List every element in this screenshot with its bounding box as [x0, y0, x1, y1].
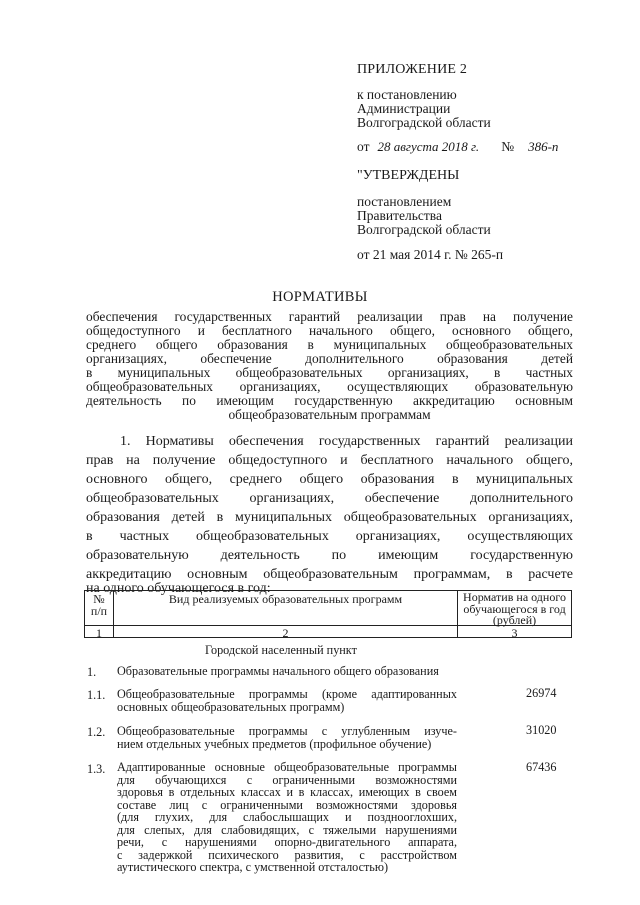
row-text-line: с задержкой психического развития, с расстройством — [117, 847, 457, 862]
row-number: 1. — [87, 665, 97, 679]
row-text-line: речи, с нарушениями опорно-двигательного аппарата, — [117, 835, 457, 849]
approval-title: "УТВЕРЖДЕНЫ — [357, 168, 460, 183]
paragraph-last-line: на одного обучающегося в год: — [86, 581, 271, 596]
row-number: 1.1. — [87, 688, 106, 702]
approval-line-2: Правительства — [357, 208, 442, 223]
decree-date: 28 августа 2018 г. — [377, 139, 480, 154]
subtitle-line: общеобразовательных организациях, осуществляющих образовательную — [86, 379, 573, 394]
col1-header-no: № — [93, 592, 105, 606]
row-text — [117, 665, 497, 678]
approval-date: от 21 мая 2014 г. № 265-п — [357, 247, 504, 262]
subtitle-line: организациях, обеспечение дополнительного образования детей — [86, 351, 573, 366]
row-value: 26974 — [526, 686, 557, 700]
row-number: 1.3. — [87, 762, 106, 776]
row-text-line: Адаптированные основные общеобразовательные программы — [117, 760, 457, 774]
header-line-2: Администрации — [357, 101, 451, 116]
appendix-title: ПРИЛОЖЕНИЕ 2 — [357, 62, 468, 77]
subtitle-last-line: общеобразовательным программам — [228, 407, 431, 422]
row-text-line: для обучающихся с ограниченными возможностями — [117, 772, 457, 787]
decree-date-line — [357, 139, 558, 155]
paragraph-line: прав на получение общедоступного и бесплатного начального общего, — [86, 453, 573, 468]
col3-header-line-3: (рублей) — [492, 613, 537, 627]
col3-header-line-1: Норматив на одного — [463, 590, 566, 604]
header-line-1: к постановлению — [357, 87, 457, 102]
document-title: НОРМАТИВЫ — [272, 289, 368, 305]
row-text-line: Общеобразовательные программы (кроме адаптированных — [117, 687, 457, 701]
section-title: Городской населенный пункт — [205, 643, 357, 657]
row-text-line: Общеобразовательные программы с углубленным изуче- — [117, 724, 457, 738]
approval-line-1: постановлением — [357, 194, 452, 209]
paragraph-line: образования детей в муниципальных общеобразовательных организациях, — [86, 510, 573, 525]
subtitle-line: деятельность по имеющим государственную аккредитацию основным — [86, 393, 573, 408]
paragraph-line: аккредитацию основным общеобразовательным программам, в расчете — [86, 567, 573, 582]
row-text-line: аутистического спектра, с умственной отсталостью) — [117, 860, 389, 874]
row-text — [117, 725, 457, 750]
row-text — [117, 688, 457, 713]
row-text-line: Образовательные программы начального общего образования — [117, 664, 439, 678]
row-text-line: для слепых, для слабовидящих, с тяжелыми нарушениями — [117, 822, 457, 837]
row-text-line: основных общеобразовательных программ) — [117, 699, 345, 714]
row-text-line: здоровья в отдельных классах и в классах, имеющих в своем — [117, 785, 457, 799]
row-text-line: (для глухих, для слабослышащих и позднооглохших, — [117, 810, 457, 824]
decree-number: 386-п — [528, 139, 559, 154]
row-text-line: составе лиц с ограниченными возможностями здоровья — [117, 797, 457, 812]
col-number-2: 2 — [282, 626, 289, 640]
col2-header: Вид реализуемых образовательных программ — [168, 592, 403, 606]
approval-line-3: Волгоградской области — [357, 222, 491, 237]
row-text — [117, 761, 457, 874]
row-value: 67436 — [526, 760, 557, 774]
col3-header-line-2: обучающегося в год — [463, 602, 566, 616]
subtitle-line: среднего общего образования в муниципальных общеобразовательных — [86, 337, 573, 352]
col-number-1: 1 — [96, 626, 102, 640]
paragraph-line: в частных общеобразовательных организациях, осуществляющих — [86, 529, 573, 544]
subtitle-line: обеспечения государственных гарантий реализации прав на получение — [86, 309, 573, 324]
col1-header-pp: п/п — [90, 604, 108, 618]
paragraph-line: основного общего, среднего общего образования в муниципальных — [86, 472, 573, 487]
paragraph-line: 1. Нормативы обеспечения государственных гарантий реализации — [120, 434, 573, 449]
row-text-line: нием отдельных учебных предметов (профильное обучение) — [117, 736, 432, 751]
paragraph-line: общеобразовательных организациях, обеспечение дополнительного — [86, 491, 573, 506]
header-line-3: Волгоградской области — [357, 115, 491, 130]
number-sign: № — [501, 139, 515, 154]
row-value: 31020 — [526, 723, 557, 737]
date-prefix: от — [357, 139, 370, 154]
subtitle-line: в муниципальных общеобразовательных организациях, в частных — [86, 365, 573, 380]
col-number-3: 3 — [511, 626, 518, 640]
row-number: 1.2. — [87, 725, 106, 739]
paragraph-line: образовательную деятельность по имеющим государственную — [86, 548, 573, 563]
subtitle-line: общедоступного и бесплатного начального общего, основного общего, — [86, 323, 573, 338]
